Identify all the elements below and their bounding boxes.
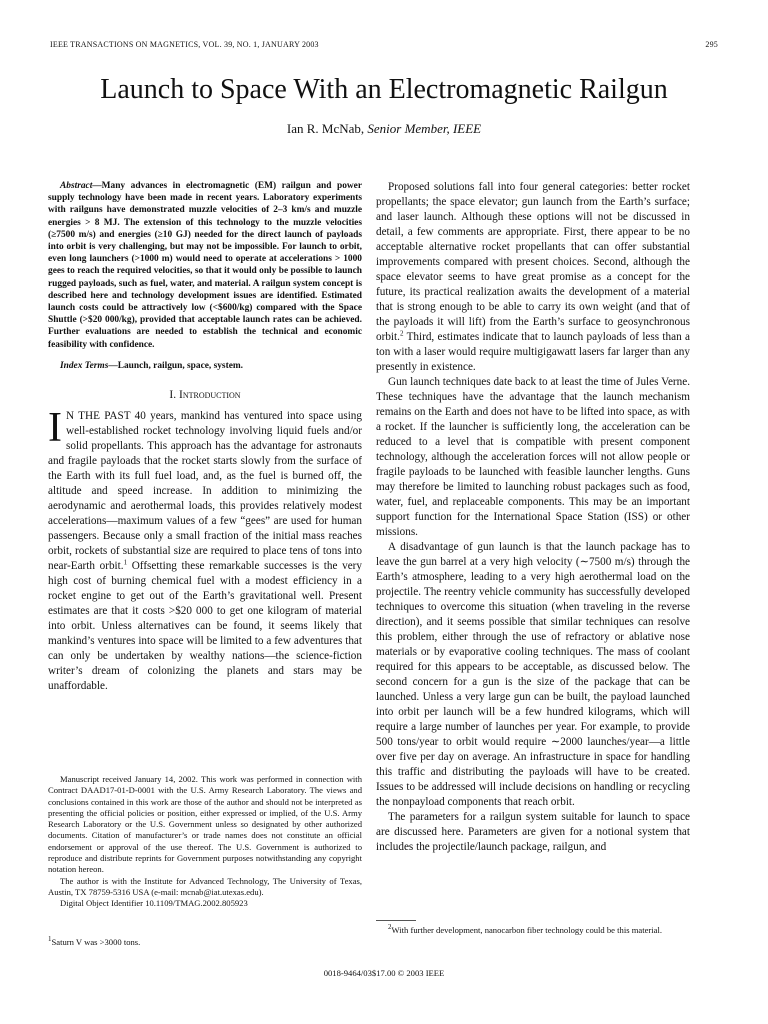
author-role: Senior Member, IEEE: [367, 121, 482, 136]
footnote-2-mark: 2: [388, 923, 392, 932]
intro-text: N THE PAST 40 years, mankind has ventured into space using well-established rocket technology involving liquid fuels and/or solid propellants. This approach has the advantage for astronauts and fragile payloads that the rocket starts slowly from the surface of the Earth with its full fuel load, and, as the fuel is burned off, the altitude and speed increase. In addition to minimizing the aerodynamic and aerothermal loads, this provides relatively modest accelerations—maximum values of a few “gees” are used for human passengers. Because only a small fraction of the initial mass reaches orbit, rockets of substantial size are required to place tens of tons into near-Earth orbit.: [48, 410, 362, 573]
section-heading-introduction: [48, 388, 362, 403]
drop-cap: I: [48, 405, 62, 452]
page-number: 295: [705, 40, 718, 49]
index-terms: [48, 360, 362, 372]
doi: Digital Object Identifier 10.1109/TMAG.2002.805923: [60, 898, 248, 909]
body-paragraph-3: A disadvantage of gun launch is that the launch package has to leave the gun barrel at a very high velocity (∼7500 m/s) through the Earth’s atmosphere, leading to a very high aerothermal load on the projectile. The reentry vehicle community has successfully developed techniques to overcome this situation (when traveling in the reverse direction), and it seems possible that similar techniques can resolve this problem, either through the use of refractory or ablative nose materials or by evaporative cooling techniques. The mass of coolant required for this appears to be acceptable, as discussed below. The second concern for a gun is the size of the package that can be launched. Unless a very large gun can be built, the payload launched into orbit per launch will be a few hundred kilograms, which will require a large number of launches per year. For example, to provide 500 tons/year to orbit would require ∼2000 launches/year—a little over five per day on average. An infrastructure in space for handling this traffic and distributing the payloads will have to be created. Issues to be addressed will include decisions on handling or recycling the nonpayload components that reach orbit.: [376, 541, 690, 808]
abstract-lead: Abstract: [60, 181, 93, 191]
footnote-2: [376, 925, 690, 936]
right-column: [376, 180, 690, 855]
footnote-rule: [376, 920, 416, 921]
author-line: [0, 121, 768, 137]
paper-title: Launch to Space With an Electromagnetic Railgun: [100, 74, 668, 105]
body-paragraph-1-cont: Third, estimates indicate that to launch payloads of less than a ton with a laser would require multigigawatt lasers far larger than any presently in existence.: [376, 331, 690, 373]
section-title: Introduction: [178, 389, 241, 402]
abstract: [48, 180, 362, 351]
footnote-1-mark: 1: [48, 935, 52, 944]
copyright-line: 0018-9464/03$17.00 © 2003 IEEE: [323, 968, 445, 978]
footnote-ref-1[interactable]: 1: [123, 558, 128, 567]
author-name: Ian R. McNab,: [286, 121, 365, 136]
footnote-ref-2[interactable]: 2: [399, 329, 404, 338]
body-paragraph-1-text: Proposed solutions fall into four general categories: better rocket propellants; the space elevator; gun launch from the Earth’s surface; and laser launch. Although these options will not be discussed in detail, a few comments are appropriate. First, there appear to be no acceptable alternative rocket propellants that can offer substantial improvements compared with present choices. Second, although the space elevator seems to have great promise as a concept for the future, its practical realization awaits the development of a material that is strong enough to be able to carry its own weight (and that of the payloads it will lift) from the Earth’s surface to geosynchronous orbit.: [376, 181, 690, 343]
index-terms-lead: Index Terms: [60, 360, 109, 371]
footnote-2-text: With further development, nanocarbon fiber technology could be this material.: [391, 925, 663, 935]
abstract-text: —Many advances in electromagnetic (EM) railgun and power supply technology have been made in recent years. Laboratory experiments with railguns have demonstrated muzzle velocities of 2–3 km/s and muzzle energies > 8 MJ. The extension of this technology to the muzzle velocities (≥7500 m/s) and energies (≥10 GJ) needed for the direct launch of payloads into orbit is very challenging, but may not be impossible. For launch to orbit, even long launchers (>1000 m) would need to operate at accelerations > 1000 gees to reach the required velocities, so that it would only be possible to launch rugged payloads, such as fuel, water, and material. A railgun system concept is described here and technology development issues are identified. Estimated launch costs could be attractively low (<$600/kg) compared with the Space Shuttle (>$20 000/kg), provided that acceptable launch rates can be achieved. Further evaluations are needed to establish the technical and economic feasibility with confidence.: [48, 181, 362, 350]
footnote-1: [48, 937, 362, 948]
journal-name: IEEE TRANSACTIONS ON MAGNETICS, VOL. 39, NO. 1, JANUARY 2003: [50, 40, 319, 49]
body-paragraph-1: [376, 180, 690, 375]
left-column: [48, 180, 362, 694]
footnote-1-text: Saturn V was >3000 tons.: [51, 937, 141, 947]
manuscript-received: Manuscript received January 14, 2002. This work was performed in connection with Contract DAAD17-01-D-0001 with the U.S. Army Research Laboratory. The views and conclusions contained in this work are those of the author and should not be interpreted as presenting the official policies or position, either expressed or implied, of the U.S. Army Research Laboratory or the U.S. Government unless so designated by other authorized documents. Citation of manufacturer’s or trade names does not constitute an official endorsement or approval of the use thereof. The U.S. Government is authorized to reproduce and distribute reprints for Government purposes notwithstanding any copyright notation hereon.: [48, 774, 362, 875]
manuscript-note: [48, 774, 362, 910]
body-paragraph-2: Gun launch techniques date back to at least the time of Jules Verne. These techniques have the advantage that the launch mechanism remains on the Earth and does not have to be lifted into space, as with a rocket. If the launcher is sufficiently long, the acceleration can be reduced to a level that is compatible with present component technology, although the acceleration forces will not allow people or fragile payloads to be launched with feasible launcher lengths. Guns may therefore be limited to launching robust packages such as food, water, fuel, and replaceable components. This may be an important support function for the International Space Station (ISS) or other missions.: [376, 376, 690, 538]
body-paragraph-4: The parameters for a railgun system suitable for launch to space are discussed here. Parameters are given for a notional system that includes the projectile/launch package, railgun, and: [376, 811, 690, 853]
author-affiliation: The author is with the Institute for Advanced Technology, The University of Texas, Austin, TX 78759-5316 USA (e-mail: mcnab@iat.utexas.edu).: [48, 875, 362, 897]
intro-text-cont: Offsetting these remarkable successes is the very high cost of burning chemical fuel with a modest efficiency in a rocket engine to get out of the Earth’s gravitational well. Present estimates are that it costs >$20 000 to get one kilogram of material into orbit. Unless alternatives can be found, it seems likely that mankind’s ventures into space will be limited to a few adventures that can only be undertaken by wealthy nations—the science-fiction writer’s dream of colonizing the planets and stars may be unaffordable.: [48, 560, 362, 693]
index-terms-text: —Launch, railgun, space, system.: [108, 360, 244, 371]
intro-paragraph: [48, 405, 362, 694]
section-numeral: I.: [169, 389, 179, 402]
